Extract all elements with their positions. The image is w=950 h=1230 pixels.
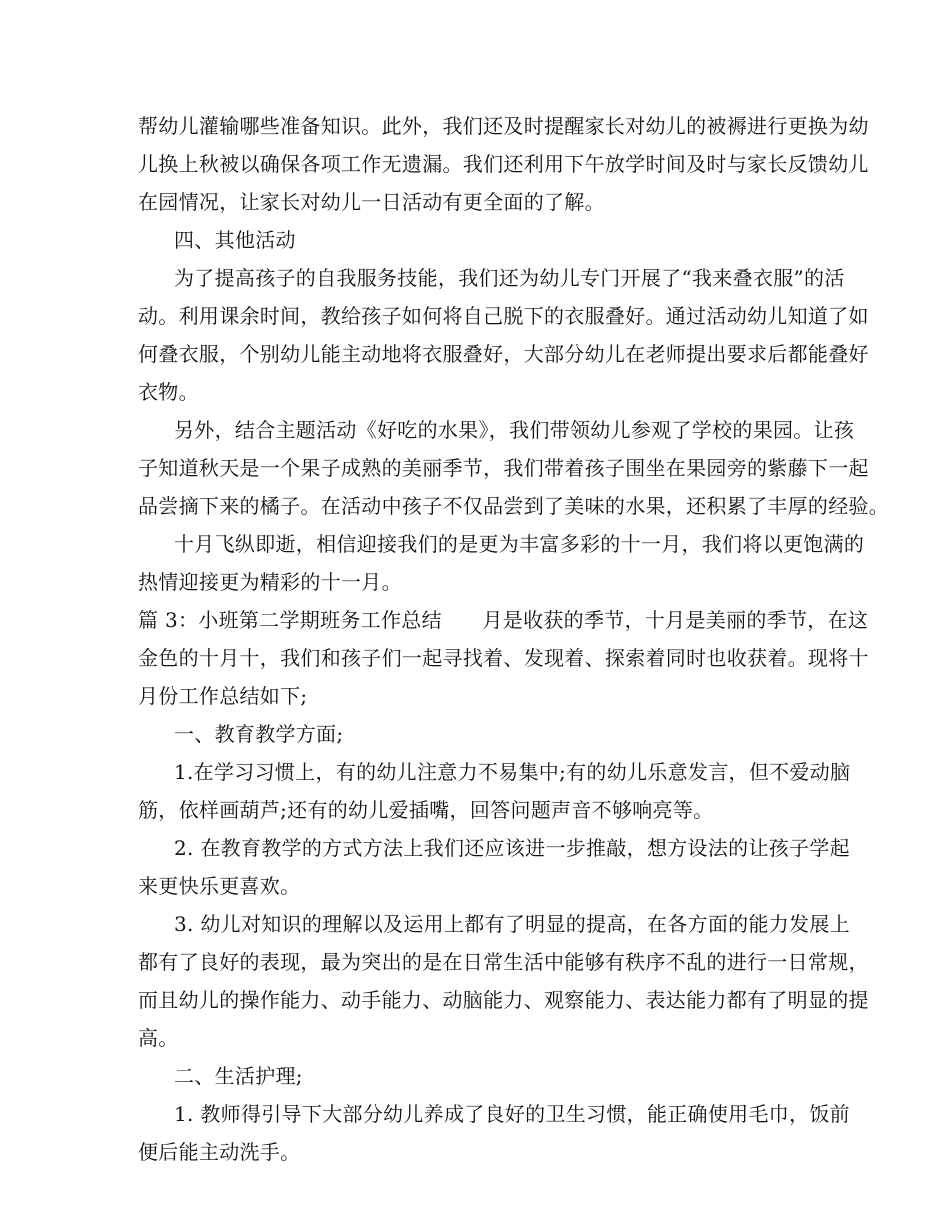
text-line: 儿换上秋被以确保各项工作无遗漏。我们还利用下午放学时间及时与家长反馈幼儿 [138,152,869,176]
text-line: 来更快乐更喜欢。 [138,874,301,898]
section-heading: 四、其他活动 [174,228,296,252]
text-line: 何叠衣服，个别幼儿能主动地将衣服叠好，大部分幼儿在老师提出要求后都能叠好 [138,342,869,366]
text-line: 在园情况，让家长对幼儿一日活动有更全面的了解。 [138,190,605,214]
text-line: 热情迎接更为精彩的十一月。 [138,570,402,594]
text-line: 月份工作总结如下; [138,684,308,708]
text-line: 十月飞纵即逝，相信迎接我们的是更为丰富多彩的十一月，我们将以更饱满的 [174,532,865,556]
text-line: 动。利用课余时间，教给孩子如何将自己脱下的衣服叠好。通过活动幼儿知道了如 [138,304,869,328]
text-line: 品尝摘下来的橘子。在活动中孩子不仅品尝到了美味的水果，还积累了丰厚的经验。 [138,494,890,518]
text-line: 衣物。 [138,380,199,404]
text-line: 1.在学习习惯上，有的幼儿注意力不易集中;有的幼儿乐意发言，但不爱动脑 [174,760,851,784]
text-line: 为了提高孩子的自我服务技能，我们还为幼儿专门开展了“我来叠衣服”的活 [174,266,845,290]
text-line: 另外，结合主题活动《好吃的水果》，我们带领幼儿参观了学校的果园。让孩 [174,418,855,442]
text-line: 帮幼儿灌输哪些准备知识。此外，我们还及时提醒家长对幼儿的被褥进行更换为幼 [138,114,869,138]
text-line: 而且幼儿的操作能力、动手能力、动脑能力、观察能力、表达能力都有了明显的提 [138,988,869,1012]
article-title-line: 篇 3：小班第二学期班务工作总结 月是收获的季节，十月是美丽的季节，在这 [138,608,869,632]
text-line: 1. 教师得引导下大部分幼儿养成了良好的卫生习惯，能正确使用毛巾，饭前 [174,1102,850,1126]
text-line: 都有了良好的表现，最为突出的是在日常生活中能够有秩序不乱的进行一日常规， [138,950,869,974]
text-line: 高。 [138,1026,179,1050]
text-line: 3. 幼儿对知识的理解以及运用上都有了明显的提高，在各方面的能力发展上 [174,912,850,936]
text-line: 筋，依样画葫芦;还有的幼儿爱插嘴，回答问题声音不够响亮等。 [138,798,714,822]
section-heading: 一、教育教学方面; [174,722,344,746]
text-line: 便后能主动洗手。 [138,1140,301,1164]
text-line: 金色的十月十，我们和孩子们一起寻找着、发现着、探索着同时也收获着。现将十 [138,646,869,670]
text-line: 子知道秋天是一个果子成熟的美丽季节，我们带着孩子围坐在果园旁的紫藤下一起 [138,456,869,480]
section-heading: 二、生活护理; [174,1064,303,1088]
text-line: 2. 在教育教学的方式方法上我们还应该进一步推敲，想方设法的让孩子学起 [174,836,850,860]
